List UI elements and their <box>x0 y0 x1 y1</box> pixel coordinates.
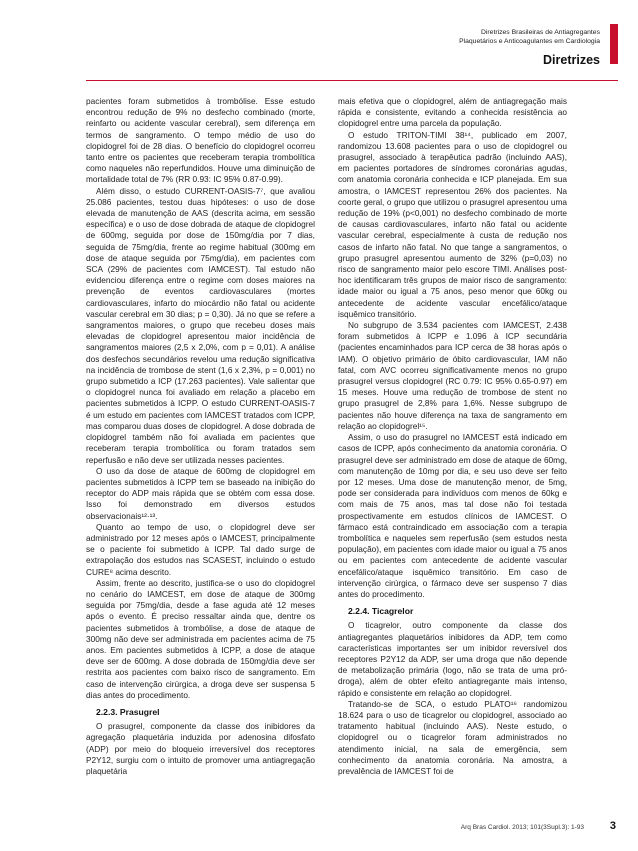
header-divider <box>86 80 618 81</box>
paragraph: Assim, frente ao descrito, justifica-se o uso do clopidogrel no cenário do IAMCEST, em dose de ataque de 300mg seguida por 75mg/dia, desde a fase aguda até 12 meses após o evento. É preciso ressaltar ainda que, dentre os pacientes submetidos à trombólise, a dose de ataque de 300mg não deve ser administrada em pacientes acima de 75 anos. Em pacientes submetidos à ICPP, a dose de ataque deve ser de 600mg. A dose dobrada de 150mg/dia deve ser restrita aos pacientes com baixo risco de sangramento. Em caso de intervenção cirúrgica, a droga deve ser suspensa 5 dias antes do procedimento. <box>86 577 315 700</box>
paragraph: Assim, o uso do prasugrel no IAMCEST está indicado em casos de ICPP, após conhecimento da anatomia coronária. O prasugrel deve ser administrado em dose de ataque de 60mg, com manutenção de 10mg por dia, e seu uso deve ser feito por 12 meses. Uma dose de manutenção menor, de 5mg, pode ser considerada para indivíduos com menos de 60kg e com mais de 75 anos, mas tal dose não foi testada prospectivamente em estudos clínicos de IAMCEST. O fármaco está contraindicado em associação com a terapia trombolítica e naqueles sem reperfusão (sem estudos nesta população), em pacientes com idade maior ou igual a 75 anos ou em pacientes com antecedente de acidente vascular encefálico/ataque isquêmico transitório. Em caso de intervenção cirúrgica, o fármaco deve ser suspenso 7 dias antes do procedimento. <box>338 432 567 599</box>
page-number: 3 <box>609 820 616 832</box>
section-heading-ticagrelor: 2.2.4. Ticagrelor <box>348 606 414 617</box>
section-title: Diretrizes <box>543 53 600 67</box>
left-column <box>86 96 315 777</box>
paragraph: O prasugrel, componente da classe dos inibidores da agregação plaquetária induzida por adenosina difosfato (ADP) por meio do bloqueio irreversível dos receptores P2Y12, surgiu com o intuito de promover uma antiagregação plaquetária <box>86 721 315 776</box>
paragraph: Além disso, o estudo CURRENT-OASIS-7⁷, que avaliou 25.086 pacientes, testou duas hipóteses: o uso de dose elevada de manutenção de AAS (descrita acima, em sessão específica) e o uso de dose dobrada de ataque de clopidogrel de 600mg, seguida por dose de 150mg/dia por 7 dias, seguida de 75mg/dia, frente ao regime habitual (300mg em dose de ataque seguida por 75mg/dia), em pacientes com SCA (29% de pacientes com IAMCEST). Tal estudo não evidenciou diferença entre o regime com doses maiores na prevenção de eventos cardiovasculares (mortes cardiovasculares, infarto do miocárdio não fatal ou acidente vascular cerebral em 30 dias; p = 0,30). Já no que se refere a sangramentos maiores, o grupo que recebeu doses mais elevadas de clopidogrel apresentou maior incidência de sangramentos maiores (2,5 x 2,0%, com p = 0,01). A análise dos desfechos secundários revelou uma redução significativa na incidência de trombose de stent (1,6 x 2,3%, p = 0,001) no grupo submetido a ICP (17.263 pacientes). Vale salientar que o clopidogrel nunca foi avaliado em relação a placebo em pacientes submetidos à ICPP. O estudo CURRENT-OASIS-7 é um estudo em pacientes com IAMCEST tratados com ICPP, mas comparou duas doses de clopidogrel. A dose dobrada de clopidogrel também não foi avaliada em pacientes que receberam terapia trombolítica ou foram tratados sem reperfusão e não deve ser utilizada nesses pacientes. <box>86 185 315 465</box>
paragraph: pacientes foram submetidos à trombólise. Esse estudo encontrou redução de 9% no desfecho combinado (morte, reinfarto ou acidente vascular cerebral), sem diferença em termos de sangramento. O tempo médio de uso do clopidogrel foi de 28 dias. O benefício do clopidogrel ocorreu tanto entre os pacientes que receberam terapia trombolítica como naqueles não reperfundidos. Houve uma diminuição de mortalidade total de 7% (RR 0.93: IC 95% 0.87-0.99). <box>86 96 315 185</box>
paragraph: Tratando-se de SCA, o estudo PLATO¹⁶ randomizou 18.624 para o uso de ticagrelor ou clopidogrel, associado ao tratamento habitual (incluindo AAS). Neste estudo, o clopidogrel ou o ticagrelor foram administrados no atendimento inicial, na sala de emergência, sem conhecimento da anatomia coronária. Na amostra, a prevalência de IAMCEST foi de <box>338 698 567 776</box>
right-column <box>338 96 567 777</box>
paragraph: O ticagrelor, outro componente da classe dos antiagregantes plaquetários inibidores da ADP, tem como características importantes ser um inibidor reversível dos receptores P2Y12 da ADP, ser uma droga que não depende de metabolização primária (logo, não se trata de uma pró-droga), além de obter efeito antiagregante mais intenso, rápido e consistente em relação ao clopidogrel. <box>338 620 567 698</box>
paragraph: Quanto ao tempo de uso, o clopidogrel deve ser administrado por 12 meses após o IAMCEST, principalmente se o paciente foi submetido à ICPP. Tal dado surge de extrapolação dos estudos nas SCASEST, incluindo o estudo CURE⁸ acima descrito. <box>86 521 315 577</box>
journal-subtitle: Plaquetários e Anticoagulantes em Cardiologia <box>459 38 600 45</box>
footer-citation: Arq Bras Cardiol. 2013; 101(3Supl.3): 1-93 <box>460 824 584 831</box>
journal-title: Diretrizes Brasileiras de Antiagregantes <box>480 29 600 36</box>
paragraph: mais efetiva que o clopidogrel, além de antiagregação mais rápida e consistente, evitando a conhecida resistência ao clopidogrel entre uma parcela da população. <box>338 96 567 129</box>
journal-header <box>360 28 600 46</box>
paragraph: O estudo TRITON-TIMI 38¹⁴, publicado em 2007, randomizou 13.608 pacientes para o uso de clopidogrel ou prasugrel, associado à terapêutica padrão (incluindo AAS), em pacientes portadores de síndromes coronárias agudas, com anatomia coronária conhecida e ICP planejada. Em sua amostra, o IAMCEST representou 26% dos pacientes. Na coorte geral, o grupo que utilizou o prasugrel apresentou uma redução de 19% (p<0,001) no desfecho combinado de morte de causas cardiovasculares, infarto não fatal ou acidente vascular cerebral, especialmente à custa de redução nos casos de infarto não fatal. No que tange a sangramentos, o grupo prasugrel apresentou aumento de 32% (p=0,03) no risco de sangramento maior pelo escore TIMI. Análises post-hoc identificaram três grupos de maior risco de sangramento: idade maior ou igual a 75 anos, peso menor que 60kg ou antecedente de acidente vascular encefálico/ataque isquêmico transitório. <box>338 129 567 319</box>
paragraph: O uso da dose de ataque de 600mg de clopidogrel em pacientes submetidos à ICPP tem se baseado na inibição do receptor do ADP mais rápida que se obtém com essa dose. Isso foi demonstrado em diversos estudos observacionais¹²·¹³. <box>86 465 315 521</box>
header-accent-bar <box>610 24 618 64</box>
section-heading-prasugrel: 2.2.3. Prasugrel <box>96 706 160 717</box>
paragraph: No subgrupo de 3.534 pacientes com IAMCEST, 2.438 foram submetidos à ICPP e 1.096 à ICP secundária (pacientes encaminhados para ICP cerca de 38 horas após o IAM). O objetivo primário de óbito cardiovascular, IAM não fatal, com AVC ocorreu significativamente menos no grupo prasugrel versus clopidogrel (RC 0.79: IC 95% 0.65-0.97) em 15 meses. Houve uma redução de trombose de stent no grupo prasugrel de 2,8% para 1,6%. Nesse subgrupo de pacientes não houve diferença na taxa de sangramento em relação ao clopidogrel¹⁵. <box>338 320 567 431</box>
